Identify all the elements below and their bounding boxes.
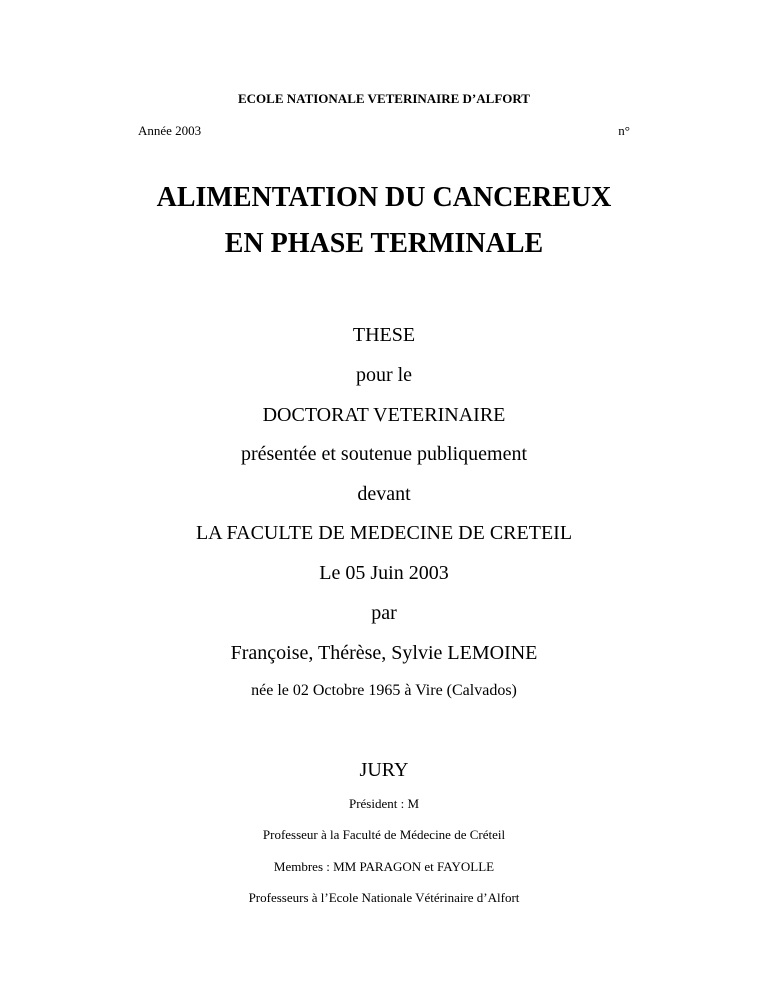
school-name: ECOLE NATIONALE VETERINAIRE D’ALFORT	[238, 91, 530, 106]
jury-heading: JURY	[359, 759, 409, 781]
jury-members-title: Professeurs à l’Ecole Nationale Vétérinaire d’Alfort	[248, 890, 520, 905]
devant-label: devant	[357, 483, 411, 505]
number-label: n°	[618, 123, 630, 138]
jury-members: Membres : MM PARAGON et FAYOLLE	[273, 859, 495, 874]
jury-president-title: Professeur à la Faculté de Médecine de Créteil	[262, 827, 506, 842]
these-label: THESE	[352, 324, 416, 346]
defense-date: Le 05 Juin 2003	[319, 562, 449, 584]
faculty-name: LA FACULTE DE MEDECINE DE CRETEIL	[195, 522, 573, 544]
author-name: Françoise, Thérèse, Sylvie LEMOINE	[230, 642, 538, 664]
thesis-title-line-1: ALIMENTATION DU CANCEREUX	[156, 182, 612, 213]
year-label: Année 2003	[138, 123, 202, 138]
pour-le-label: pour le	[355, 364, 413, 386]
presentation-label: présentée et soutenue publiquement	[240, 443, 527, 465]
par-label: par	[371, 602, 397, 624]
birth-info: née le 02 Octobre 1965 à Vire (Calvados)	[251, 682, 517, 699]
jury-president: Président : M	[348, 796, 420, 811]
degree-label: DOCTORAT VETERINAIRE	[262, 404, 506, 426]
thesis-title-line-2: EN PHASE TERMINALE	[224, 228, 544, 259]
